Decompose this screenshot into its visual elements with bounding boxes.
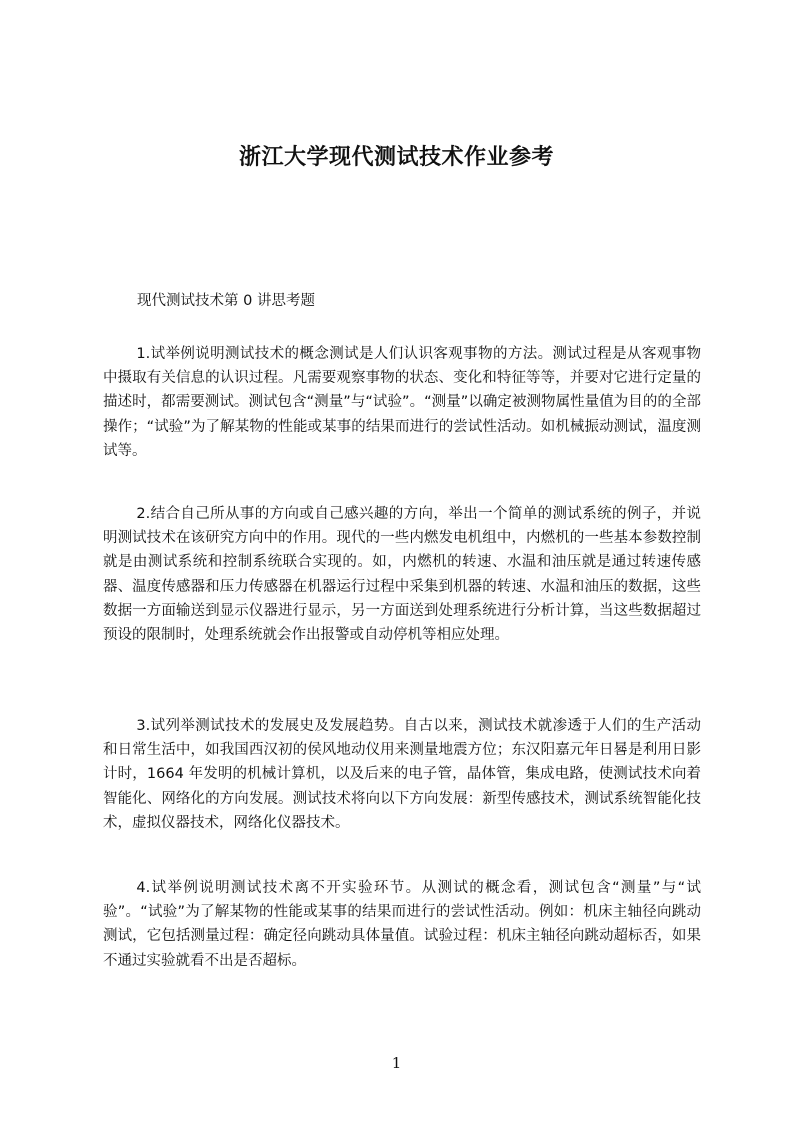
page-number: 1 — [391, 1054, 402, 1072]
question-paragraph-4: 4.试举例说明测试技术离不开实验环节。从测试的概念看，测试包含“测量”与“试验”。“试验”为了解某物的性能或某事的结果而进行的尝试性活动。例如：机床主轴径向跳动测试，它包括测量过程：确定径向跳动具体量值。试验过程：机床主轴径向跳动超标否，如果不通过实验就看不出是否超标。 — [103, 880, 701, 969]
lecture-subtitle: 现代测试技术第 0 讲思考题 — [137, 293, 315, 309]
question-paragraph-3: 3.试列举测试技术的发展史及发展趋势。自古以来，测试技术就渗透于人们的生产活动和日常生活中，如我国西汉初的侯风地动仪用来测量地震方位；东汉阳嘉元年日晷是利用日影计时，1664 年发明的机械计算机，以及后来的电子管，晶体管，集成电路，使测试技术向着智能化、网络化的方向发展。测试技术将向以下方向发展：新型传感技术，测试系统智能化技术，虚拟仪器技术，网络化仪器技术。 — [103, 718, 701, 831]
document-title: 浙江大学现代测试技术作业参考 — [238, 145, 554, 170]
question-paragraph-2: 2.结合自己所从事的方向或自己感兴趣的方向，举出一个简单的测试系统的例子，并说明测试技术在该研究方向中的作用。现代的一些内燃发电机组中，内燃机的一些基本参数控制就是由测试系统和控制系统联合实现的。如，内燃机的转速、水温和油压就是通过转速传感器、温度传感器和压力传感器在机器运行过程中采集到机器的转速、水温和油压的数据，这些数据一方面输送到显示仪器进行显示，另一方面送到处理系统进行分析计算，当这些数据超过预设的限制时，处理系统就会作出报警或自动停机等相应处理。 — [103, 506, 701, 644]
question-paragraph-1: 1.试举例说明测试技术的概念测试是人们认识客观事物的方法。测试过程是从客观事物中摄取有关信息的认识过程。凡需要观察事物的状态、变化和特征等等，并要对它进行定量的描述时，都需要测试。测试包含“测量”与“试验”。“测量”以确定被测物属性量值为目的的全部操作；“试验”为了解某物的性能或某事的结果而进行的尝试性活动。如机械振动测试，温度测试等。 — [103, 346, 701, 459]
